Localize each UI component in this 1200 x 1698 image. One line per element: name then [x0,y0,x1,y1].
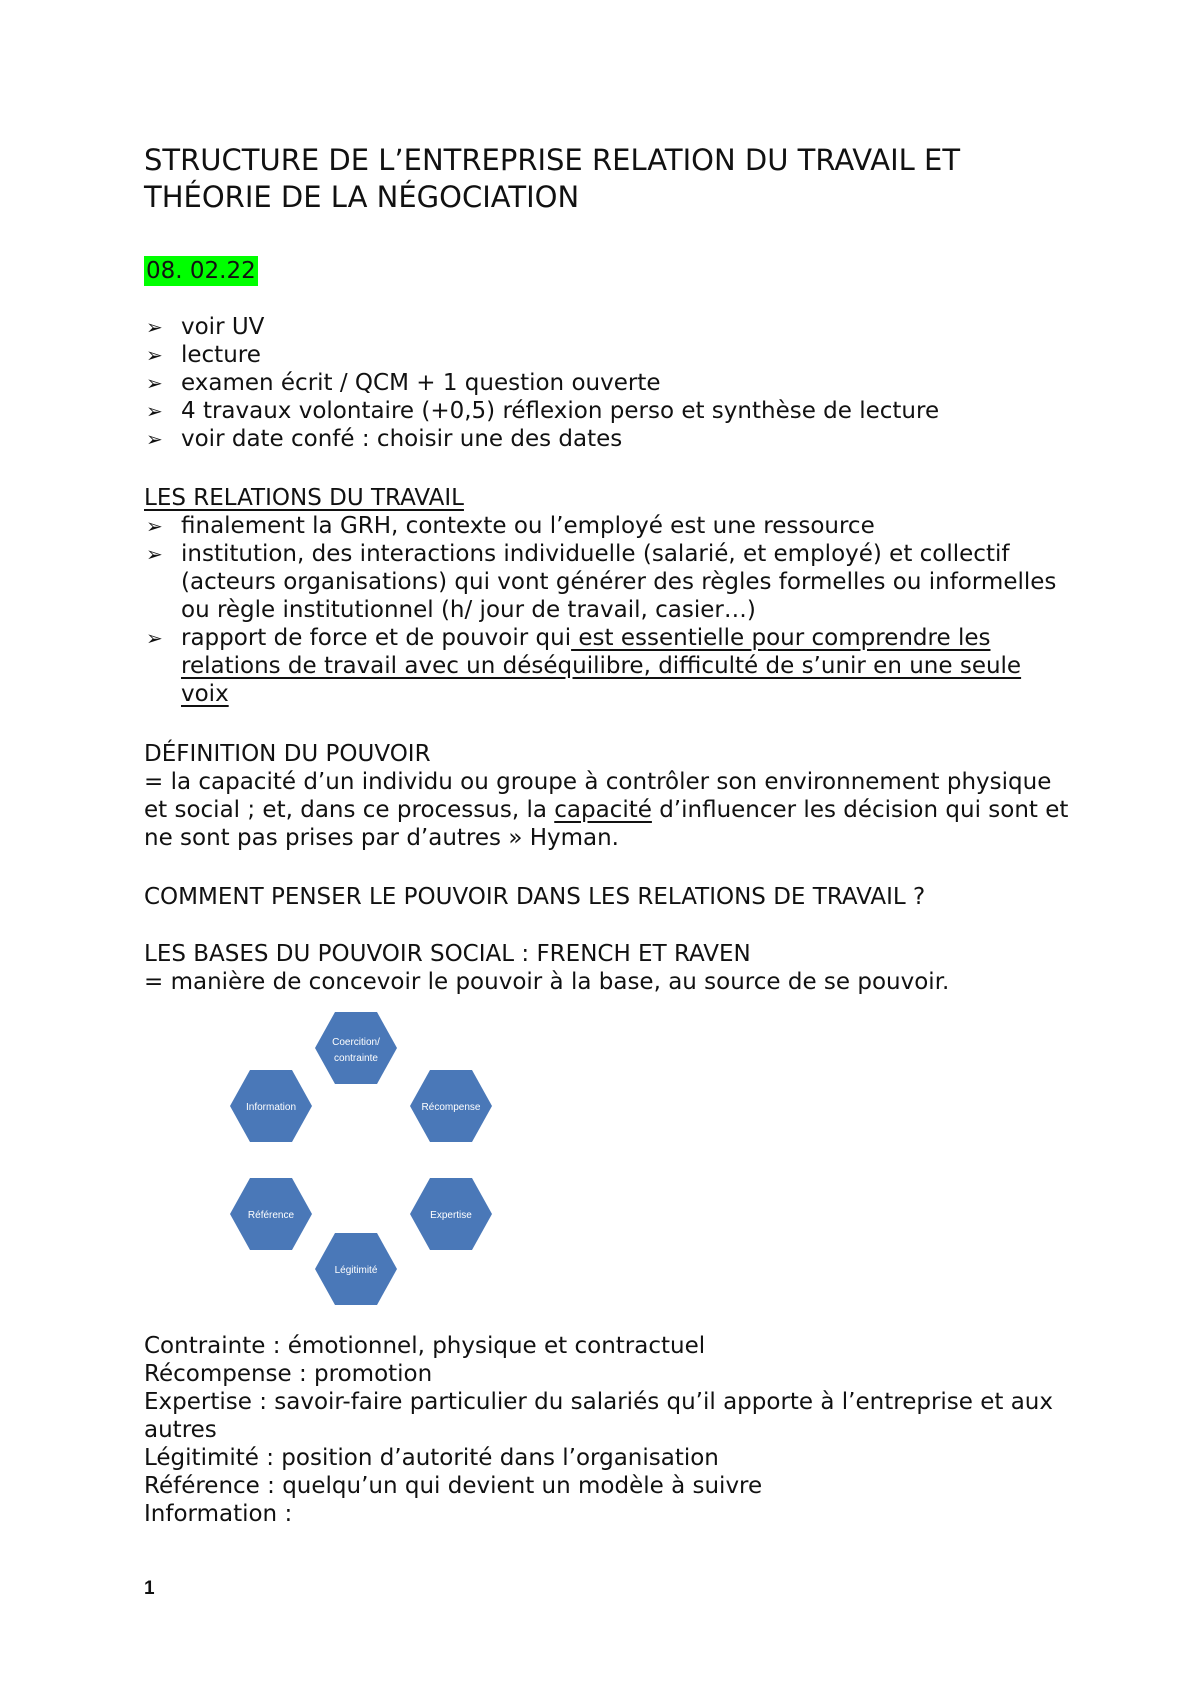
definition-heading: DÉFINITION DU POUVOIR [144,741,431,767]
definitions-list [144,1332,1074,1528]
arrow-bullet-icon: ➢ [146,427,163,451]
hexagon-bottom [315,1233,397,1305]
hexagon-left-upper [230,1070,312,1142]
list-item: Référence : quelqu’un qui devient un modèle à suivre [144,1473,763,1499]
definition-text: = la capacité d’un individu ou groupe à contrôler son environnement physique et social ; et, dans ce processus, la capacité d’influencer les décision qui sont et ne sont pas prises par d’autres » Hyman. [144,769,1069,851]
page-number: 1 [144,1578,155,1599]
hex-label: contrainte [334,1053,378,1064]
list-item: ➢ 4 travaux volontaire (+0,5) réflexion perso et synthèse de lecture [146,398,940,424]
relations-heading: LES RELATIONS DU TRAVAIL [144,485,464,511]
relations-list [144,512,1074,708]
list-item: Récompense : promotion [144,1361,433,1387]
list-item: Information : [144,1501,293,1527]
bases-heading: LES BASES DU POUVOIR SOCIAL : FRENCH ET RAVEN [144,941,751,967]
list-item: Expertise : savoir-faire particulier du salariés qu’il apporte à l’entreprise et aux autres [144,1389,1053,1443]
list-item: Contrainte : émotionnel, physique et contractuel [144,1333,706,1359]
relations-section [144,484,1074,708]
hex-label: Légitimité [334,1265,378,1276]
document-title: STRUCTURE DE L’ENTREPRISE RELATION DU TRAVAIL ET THÉORIE DE LA NÉGOCIATION [144,143,961,214]
hex-label: Récompense [421,1102,481,1113]
arrow-bullet-icon: ➢ [146,343,163,367]
arrow-bullet-icon: ➢ [146,315,163,339]
list-item: ➢ rapport de force et de pouvoir qui est essentielle pour comprendre les relations de travail avec un déséquilibre, difficulté de s’unir en une seule voix [146,625,1022,707]
hex-label: Information [245,1102,297,1113]
hex-shape [315,1012,397,1084]
list-item: ➢ voir date confé : choisir une des dates [146,426,623,452]
hex-label: Expertise [430,1210,472,1221]
hex-label: Coercition/ [332,1037,380,1048]
definition-section [144,740,1074,852]
hexagon-right-lower [410,1178,492,1250]
list-item: ➢ voir UV [146,314,265,340]
arrow-bullet-icon: ➢ [146,371,163,395]
hexagon-top [315,1012,397,1084]
list-item: ➢ institution, des interactions individuelle (salarié, et employé) et collectif (acteurs organisations) qui vont générer des règles formelles ou informelles ou règle institutionnel (h/ jour de travail, casier…) [146,541,1057,623]
arrow-bullet-icon: ➢ [146,626,163,650]
question-heading: COMMENT PENSER LE POUVOIR DANS LES RELATIONS DE TRAVAIL ? [144,884,926,910]
underlined-word: capacité [554,797,652,823]
underlined-text: est essentielle pour comprendre les relations de travail avec un déséquilibre, difficulté de s’unir en une seule voix [181,625,1022,707]
hexagon-left-lower [230,1178,312,1250]
bases-text: = manière de concevoir le pouvoir à la base, au source de se pouvoir. [144,969,950,995]
bases-section [144,940,1074,996]
list-item: Légitimité : position d’autorité dans l’organisation [144,1445,719,1471]
arrow-bullet-icon: ➢ [146,542,163,566]
hex-label: Référence [247,1210,295,1221]
arrow-bullet-icon: ➢ [146,399,163,423]
hexagon-right-upper [410,1070,492,1142]
list-item: ➢ finalement la GRH, contexte ou l’employé est une ressource [146,513,875,539]
intro-list [144,313,1074,453]
arrow-bullet-icon: ➢ [146,514,163,538]
intro-list-block [144,313,1074,453]
list-item: ➢ examen écrit / QCM + 1 question ouverte [146,370,661,396]
date-highlight: 08. 02.22 [146,258,256,284]
list-item: ➢ lecture [146,342,261,368]
power-bases-diagram [230,1000,550,1320]
